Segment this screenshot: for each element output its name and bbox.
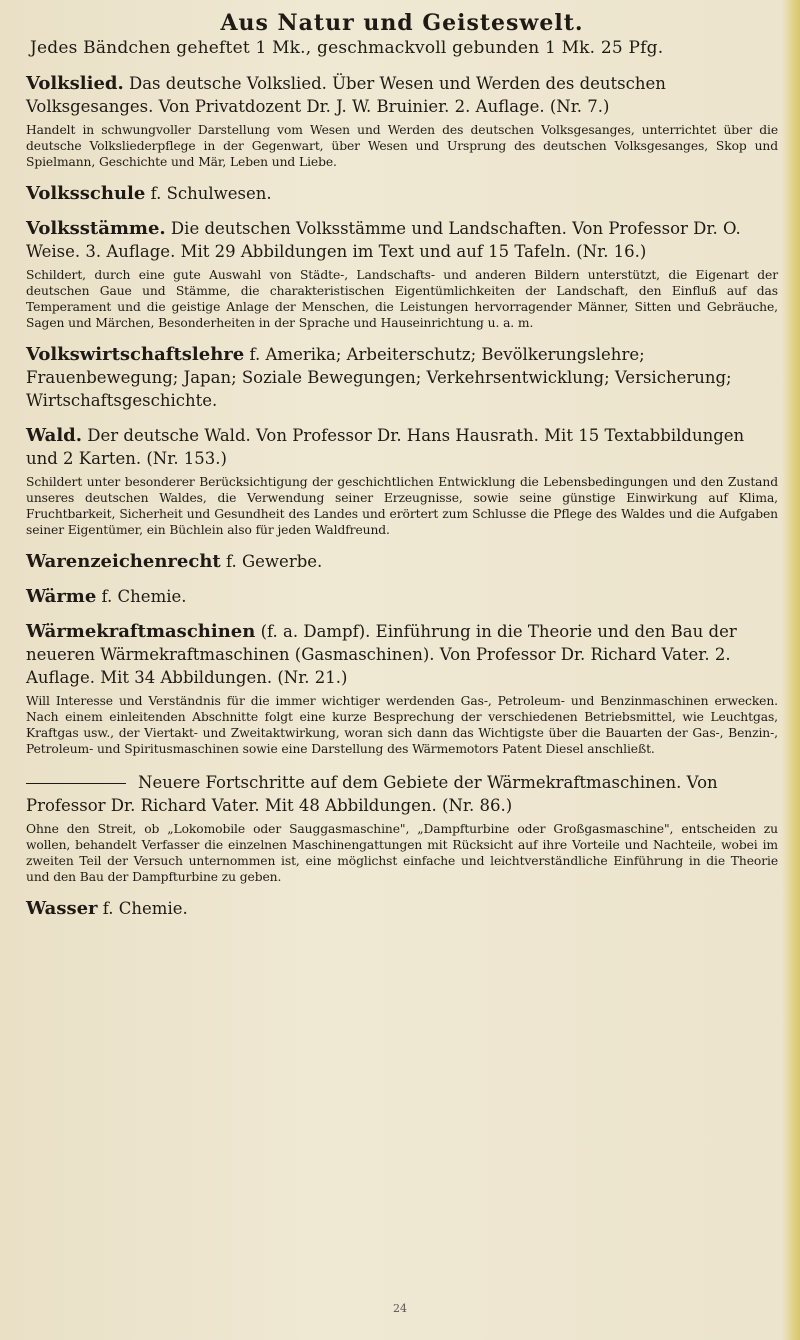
- entry-wald: [26, 424, 778, 538]
- entry-xref: f. Gewerbe.: [220, 552, 323, 571]
- entry-xref: f. Chemie.: [97, 899, 188, 918]
- entry-waermekraftmaschinen: [26, 620, 778, 757]
- entry-xref: f. Chemie.: [96, 587, 187, 606]
- entry-head: Wärme: [26, 586, 97, 607]
- entry-text: Der deutsche Wald. Von Professor Dr. Hans Hausrath. Mit 15 Textabbildungen und 2 Karten. (Nr. 153.): [26, 426, 745, 468]
- page-number: 24: [393, 1302, 407, 1315]
- entry-head: Volksstämme.: [26, 218, 166, 239]
- entry-text: (f. a. Dampf). Einführung in die Theorie und den Bau der neueren Wärmekraftmaschinen (Gasmaschinen). Von Professor Dr. Richard Vater. 2. Auflage. Mit 34 Abbildungen. (Nr. 21.): [26, 622, 737, 687]
- entry-description: Will Interesse und Verständnis für die immer wichtiger werdenden Gas-, Petroleum- und Benzinmaschinen erwecken. Nach einem einleitenden Abschnitte folgt eine kurze Besprechung der verschiedenen Betriebsmittel, wie Leuchtgas, Kraftgas usw., der Viertakt- und Zweitaktwirkung, woran sich dann das Wichtigste über die Bauarten der Gas-, Benzin-, Petroleum- und Spiritusmaschinen sowie eine Darstellung des Wärmemotors Patent Diesel anschließt.: [26, 694, 778, 756]
- entry-neuere-fortschritte: [26, 771, 778, 885]
- series-subtitle: Jedes Bändchen geheftet 1 Mk., geschmackvoll gebunden 1 Mk. 25 Pfg.: [30, 38, 664, 58]
- entry-description: Schildert, durch eine gute Auswahl von Städte-, Landschafts- und anderen Bildern unterstützt, die Eigenart der deutschen Gaue und Stämme, die charakteristischen Eigentümlichkeiten der Landschaft, den Einfluß auf das Temperament und die geistige Anlage der Menschen, die Leistungen hervorragender Männer, Sitten und Gebräuche, Sagen und Märchen, Besonderheiten in der Sprache und Hauseinrichtung u. a. m.: [26, 268, 778, 330]
- entry-xref: f. Amerika; Arbeiterschutz; Bevölkerungslehre; Frauenbewegung; Japan; Soziale Bewegungen; Verkehrsentwicklung; Versicherung; Wirtschaftsgeschichte.: [26, 345, 732, 410]
- entry-text: Neuere Fortschritte auf dem Gebiete der Wärmekraftmaschinen. Von Professor Dr. Richard Vater. Mit 48 Abbildungen. (Nr. 86.): [26, 773, 718, 815]
- entry-volkswirtschaftslehre: [26, 343, 778, 412]
- entry-head: Volksschule: [26, 183, 146, 204]
- entry-waerme: [26, 585, 778, 608]
- entry-text: Das deutsche Volkslied. Über Wesen und Werden des deutschen Volksgesanges. Von Privatdozent Dr. J. W. Bruinier. 2. Auflage. (Nr. 7.): [26, 74, 666, 116]
- entry-description: Ohne den Streit, ob „Lokomobile oder Sauggasmaschine", „Dampfturbine oder Großgasmaschine", entscheiden zu wollen, behandelt Verfasser die einzelnen Maschinengattungen mit Rücksicht auf ihre Vorteile und Nachteile, wobei im zweiten Teil der Versuch unternommen ist, eine möglichst einfache und leichtverständliche Einführung in die Theorie und den Bau der Dampfturbine zu geben.: [26, 822, 778, 884]
- entry-head: Wärmekraftmaschinen: [26, 621, 256, 642]
- document-column: [26, 0, 778, 920]
- entry-volksschule: [26, 182, 778, 205]
- entry-head: Wasser: [26, 898, 98, 919]
- entry-volksstaemme: [26, 217, 778, 331]
- entry-head: Volkslied.: [26, 73, 124, 94]
- entry-description: Handelt in schwungvoller Darstellung vom Wesen und Werden des deutschen Volksgesanges, unterrichtet über die deutsche Volksliederpflege in der Gegenwart, über Wesen und Ursprung des deutschen Volksgesanges, Skop und Spielmann, Geschichte und Mär, Leben und Liebe.: [26, 123, 778, 169]
- ditto-dash: [26, 783, 126, 784]
- entry-xref: f. Schulwesen.: [145, 184, 272, 203]
- entry-warenzeichenrecht: [26, 550, 778, 573]
- entry-head: Volkswirtschaftslehre: [26, 344, 245, 365]
- entry-description: Schildert unter besonderer Berücksichtigung der geschichtlichen Entwicklung die Lebensbedingungen und den Zustand unseres deutschen Waldes, die Verwendung seiner Erzeugnisse, sowie seine günstige Einwirkung auf Klima, Fruchtbarkeit, Sicherheit und Gesundheit des Landes und erörtert zum Schlusse die Pflege des Waldes und die Aufgaben seiner Eigentümer, ein Büchlein also für jeden Waldfreund.: [26, 475, 778, 537]
- entry-wasser: [26, 897, 778, 920]
- entry-head: Wald.: [26, 425, 83, 446]
- entry-volkslied: [26, 72, 778, 170]
- series-title: Aus Natur und Geisteswelt.: [220, 10, 584, 36]
- entry-head: Warenzeichenrecht: [26, 551, 221, 572]
- page-edge-stain: [782, 0, 800, 1340]
- entry-text: Die deutschen Volksstämme und Landschaften. Von Professor Dr. O. Weise. 3. Auflage. Mit 29 Abbildungen im Text und auf 15 Tafeln. (Nr. 16.): [26, 219, 741, 261]
